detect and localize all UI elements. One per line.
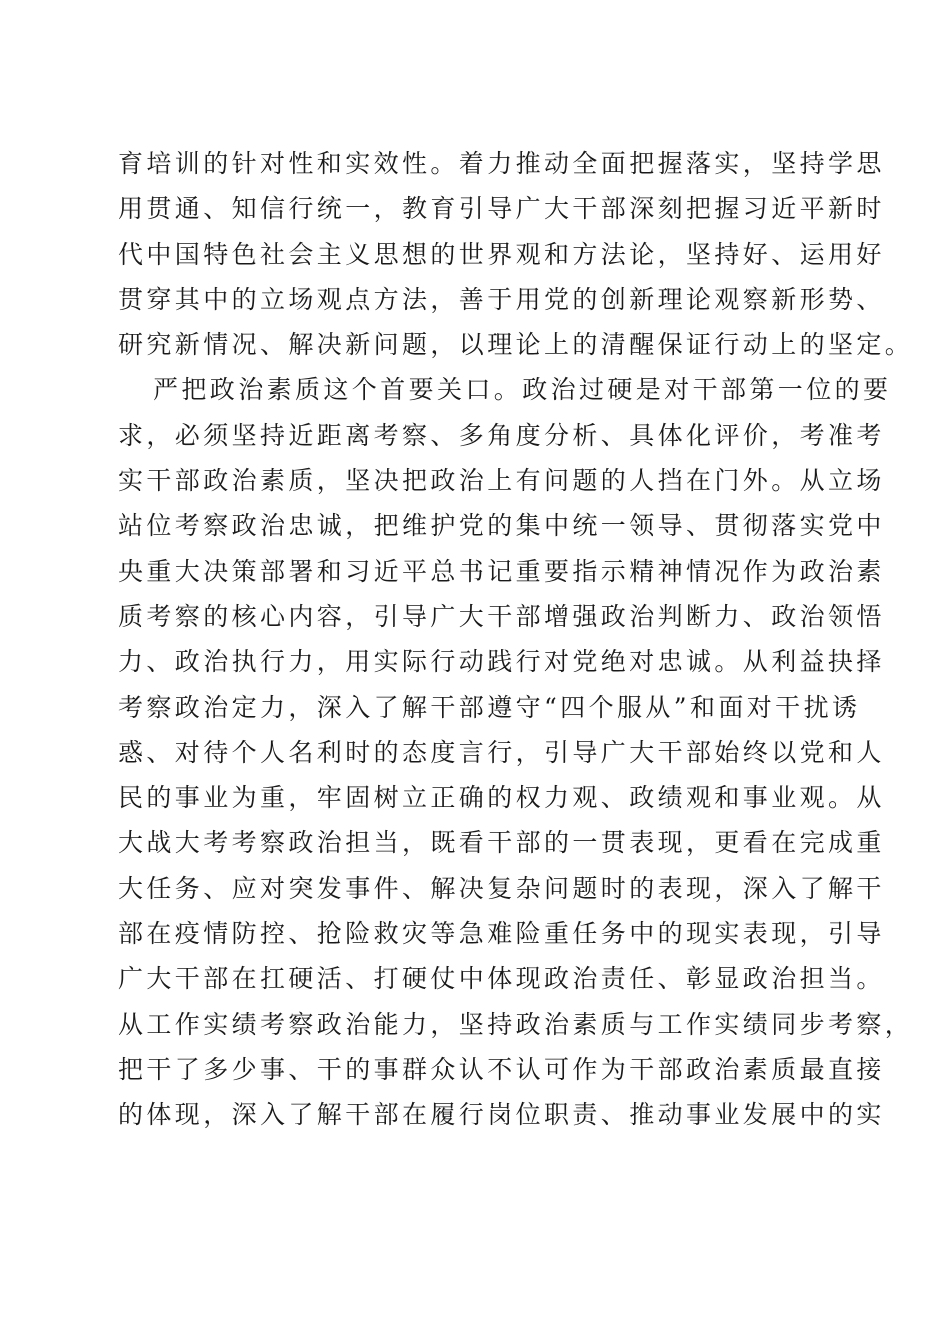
text-line: 力、政治执行力，用实际行动践行对党绝对忠诚。从利益抉择	[118, 647, 885, 677]
text-line: 央重大决策部署和习近平总书记重要指示精神情况作为政治素	[118, 556, 885, 586]
text-line: 把干了多少事、干的事群众认不认可作为干部政治素质最直接	[118, 1054, 885, 1084]
text-line: 从工作实绩考察政治能力，坚持政治素质与工作实绩同步考察，	[118, 1009, 914, 1039]
paragraph-first-line: 严把政治素质这个首要关口。政治过硬是对干部第一位的要	[153, 375, 892, 405]
text-line: 民的事业为重，牢固树立正确的权力观、政绩观和事业观。从	[118, 783, 885, 813]
text-line: 部在疫情防控、抢险救灾等急难险重任务中的现实表现，引导	[118, 919, 885, 949]
body-text	[118, 141, 914, 1138]
text-line: 求，必须坚持近距离考察、多角度分析、具体化评价，考准考	[118, 420, 885, 450]
text-line: 贯穿其中的立场观点方法，善于用党的创新理论观察新形势、	[118, 284, 885, 314]
text-line: 育培训的针对性和实效性。着力推动全面把握落实，坚持学思	[118, 149, 885, 178]
text-line: 质考察的核心内容，引导广大干部增强政治判断力、政治领悟	[118, 601, 885, 631]
text-line: 实干部政治素质，坚决把政治上有问题的人挡在门外。从立场	[118, 466, 885, 496]
text-line: 用贯通、知信行统一，教育引导广大干部深刻把握习近平新时	[118, 194, 885, 224]
text-line: 大战大考考察政治担当，既看干部的一贯表现，更看在完成重	[118, 828, 885, 858]
text-line: 考察政治定力，深入了解干部遵守“四个服从”和面对干扰诱	[118, 692, 861, 722]
text-line: 站位考察政治忠诚，把维护党的集中统一领导、贯彻落实党中	[118, 511, 885, 541]
text-line: 研究新情况、解决新问题，以理论上的清醒保证行动上的坚定。	[118, 330, 914, 360]
text-line: 大任务、应对突发事件、解决复杂问题时的表现，深入了解干	[118, 873, 885, 903]
text-line: 广大干部在扛硬活、打硬仗中体现政治责任、彰显政治担当。	[118, 964, 885, 994]
text-line: 的体现，深入了解干部在履行岗位职责、推动事业发展中的实	[118, 1100, 885, 1130]
text-line: 惑、对待个人名利时的态度言行，引导广大干部始终以党和人	[118, 737, 885, 767]
text-line: 代中国特色社会主义思想的世界观和方法论，坚持好、运用好	[118, 239, 885, 269]
